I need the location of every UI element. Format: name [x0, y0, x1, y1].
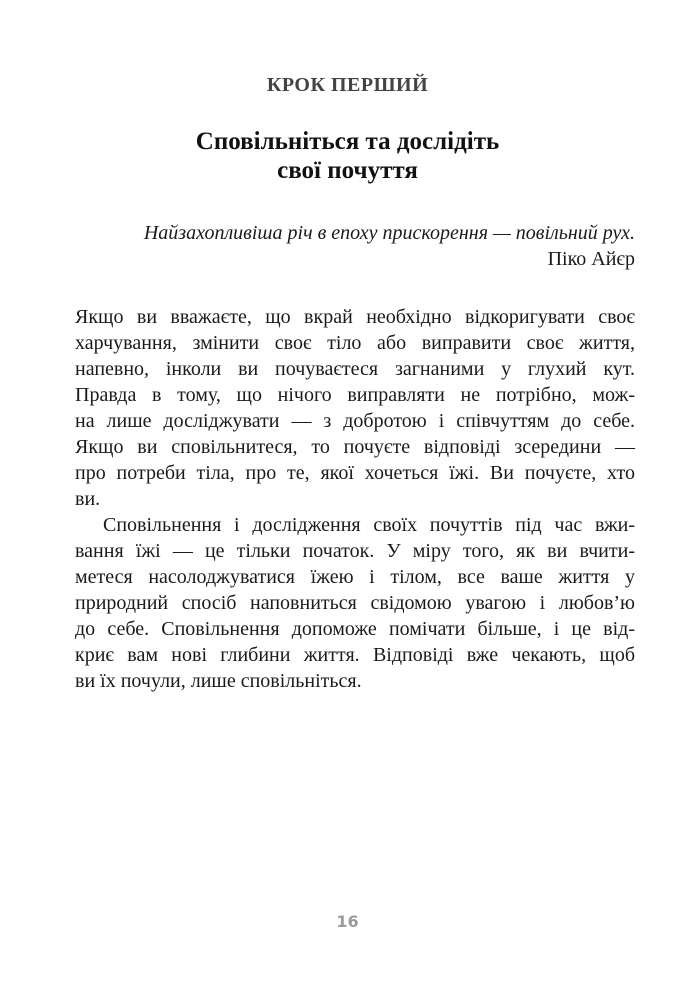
text-line: ви їх почули, лише сповільніться. — [75, 670, 362, 692]
text-line: на лише досліджувати — з добротою і співчуттям до себе. — [75, 410, 635, 432]
text-line: Якщо ви сповільнитеся, то почуєте відповіді зсередини — — [75, 436, 635, 458]
text-line: про потреби тіла, про те, якої хочеться їжі. Ви почуєте, хто — [75, 462, 635, 484]
chapter-label: КРОК ПЕРШИЙ — [266, 74, 429, 96]
text-line: напевно, інколи ви почуваєтеся загнаними у глухий кут. — [75, 358, 635, 380]
text-line: природний спосіб наповниться свідомою увагою і любов’ю — [75, 592, 635, 614]
text-line: харчування, змінити своє тіло або виправити своє життя, — [75, 332, 635, 354]
text-line: криє вам нові глибини життя. Відповіді вже чекають, щоб — [75, 644, 635, 666]
epigraph-quote: Найзахопливіша річ в епоху прискорення — повільний рух. — [143, 222, 635, 244]
text-line: Сповільнення і дослідження своїх почуттів під час вжи- — [103, 514, 635, 536]
text-line: Якщо ви вважаєте, що вкрай необхідно відкоригувати своє — [75, 306, 635, 328]
chapter-title-line-2: свої почуття — [277, 157, 418, 184]
text-line: Правда в тому, що нічого виправляти не потрібно, мож- — [75, 384, 635, 406]
chapter-title — [0, 127, 695, 185]
epigraph-author: Піко Айєр — [547, 248, 635, 270]
paragraph — [75, 304, 635, 512]
text-line: до себе. Сповільнення допоможе помічати більше, і це від- — [75, 618, 635, 640]
epigraph — [75, 220, 635, 272]
page-number: 16 — [336, 912, 359, 931]
body-text — [75, 304, 635, 694]
text-line: вання їжі — це тільки початок. У міру того, як ви вчити- — [75, 540, 635, 562]
text-line: ви. — [75, 488, 101, 510]
chapter-title-line-1: Сповільніться та дослідіть — [195, 128, 500, 155]
text-line: метеся насолоджуватися їжею і тілом, все ваше життя у — [75, 566, 635, 588]
paragraph — [75, 512, 635, 694]
